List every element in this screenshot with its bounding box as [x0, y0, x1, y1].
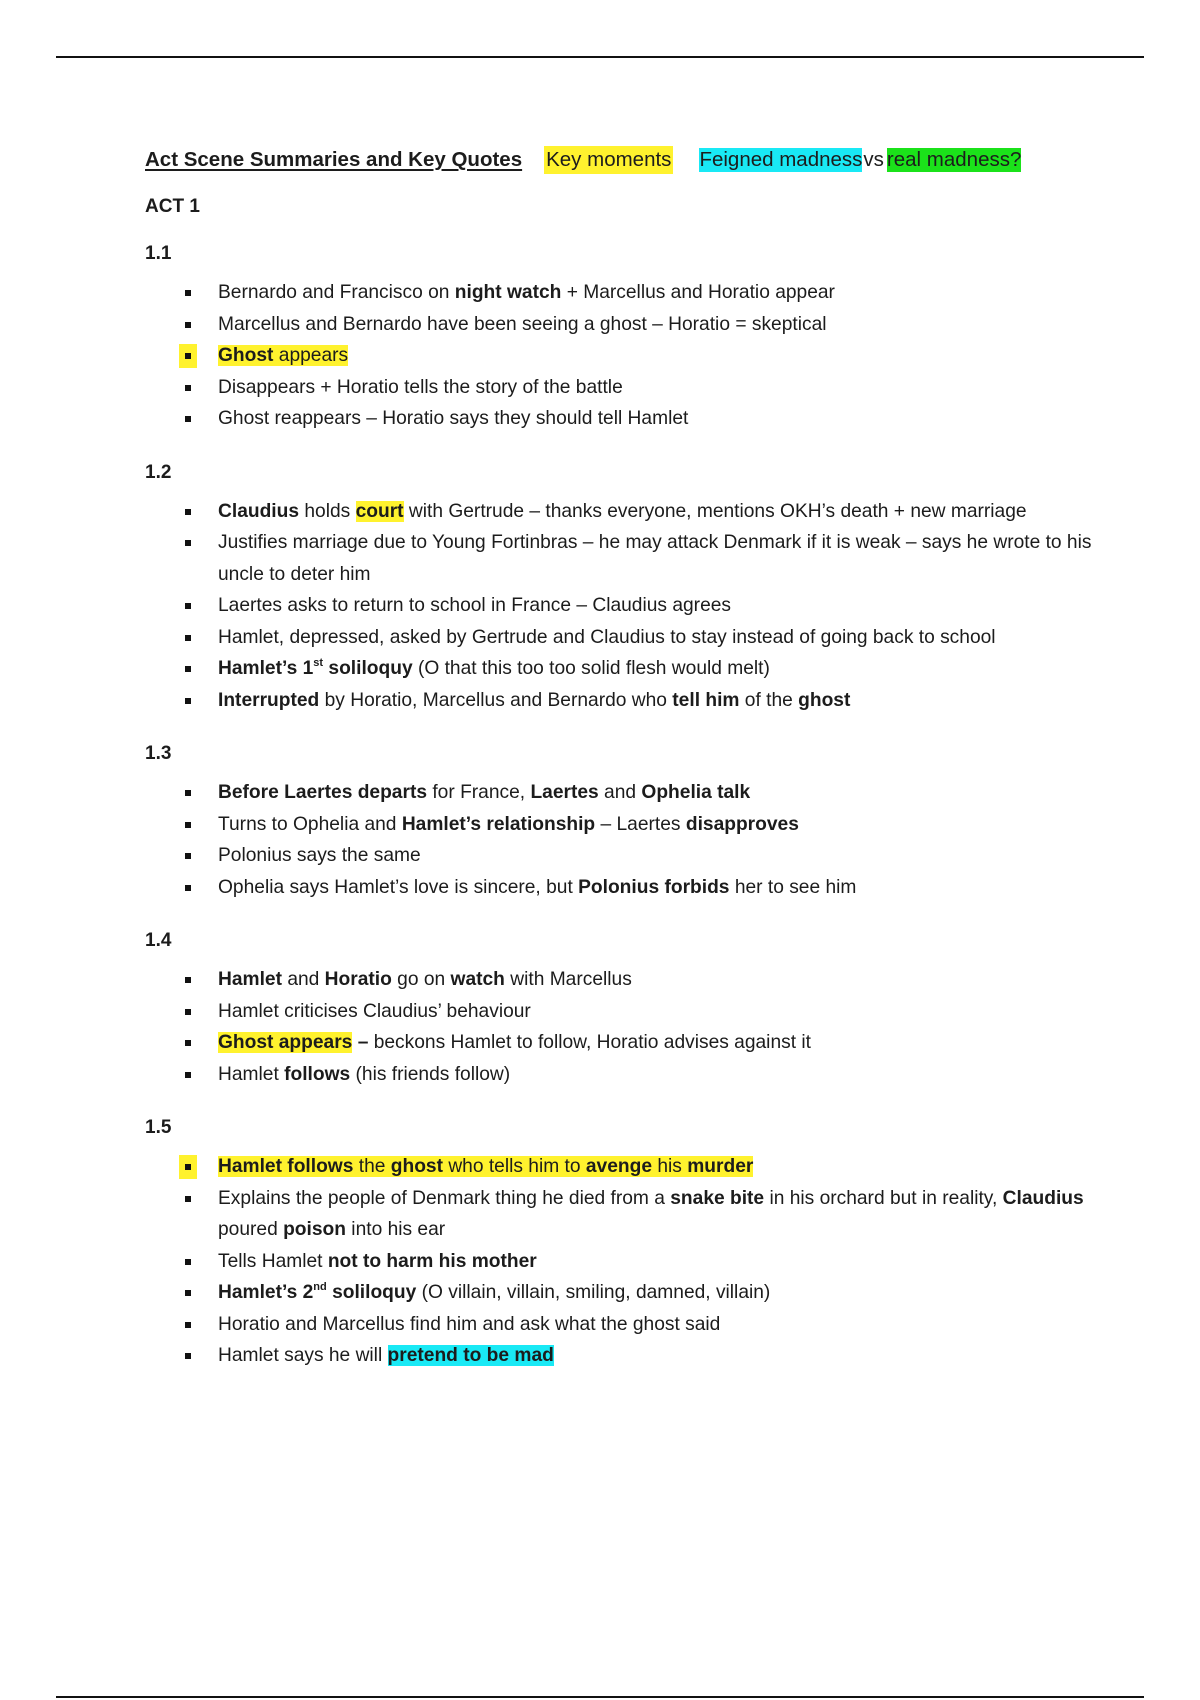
bullet-icon — [185, 666, 191, 672]
bullet-icon — [185, 1322, 191, 1328]
list-item-feigned-madness: Hamlet says he will pretend to be mad — [145, 1340, 1105, 1372]
list-item: Hamlet, depressed, asked by Gertrude and Claudius to stay instead of going back to school — [145, 622, 1105, 654]
bullet-icon — [185, 1040, 191, 1046]
scene-1-3-list — [145, 777, 1105, 903]
list-item: Hamlet’s 1st soliloquy (O that this too too solid flesh would melt) — [145, 653, 1105, 685]
scene-heading: 1.1 — [145, 243, 172, 264]
list-item: Tells Hamlet not to harm his mother — [145, 1246, 1105, 1278]
list-item: Explains the people of Denmark thing he died from a snake bite in his orchard but in reality, Claudius poured poison into his ear — [145, 1183, 1105, 1246]
list-item: Hamlet and Horatio go on watch with Marcellus — [145, 964, 1105, 996]
list-item: Ghost reappears – Horatio says they should tell Hamlet — [145, 403, 1105, 435]
list-item: Laertes asks to return to school in France – Claudius agrees — [145, 590, 1105, 622]
title-row — [145, 140, 1105, 180]
list-item-key-moment: Ghost appears – beckons Hamlet to follow, Horatio advises against it — [145, 1027, 1105, 1059]
list-item: Disappears + Horatio tells the story of the battle — [145, 372, 1105, 404]
bullet-icon — [185, 290, 191, 296]
bullet-icon — [185, 1290, 191, 1296]
document-title: Act Scene Summaries and Key Quotes — [145, 148, 523, 171]
list-item: Marcellus and Bernardo have been seeing a ghost – Horatio = skeptical — [145, 309, 1105, 341]
list-item: Hamlet’s 2nd soliloquy (O villain, villain, smiling, damned, villain) — [145, 1277, 1105, 1309]
bullet-icon — [185, 1353, 191, 1359]
list-item: Horatio and Marcellus find him and ask what the ghost said — [145, 1309, 1105, 1341]
bullet-icon — [185, 853, 191, 859]
bullet-icon — [185, 1196, 191, 1202]
bullet-icon — [185, 822, 191, 828]
bullet-icon — [185, 1072, 191, 1078]
list-item: Before Laertes departs for France, Laertes and Ophelia talk — [145, 777, 1105, 809]
bullet-icon — [185, 885, 191, 891]
bullet-icon — [185, 1009, 191, 1015]
bullet-icon — [185, 509, 191, 515]
bullet-icon — [185, 416, 191, 422]
scene-1-2-list — [145, 496, 1105, 717]
list-item: Justifies marriage due to Young Fortinbras – he may attack Denmark if it is weak – says he wrote to his uncle to deter him — [145, 527, 1105, 590]
list-item-key-moment: Hamlet follows the ghost who tells him to avenge his murder — [145, 1151, 1105, 1183]
scene-heading: 1.5 — [145, 1117, 172, 1138]
list-item: Interrupted by Horatio, Marcellus and Bernardo who tell him of the ghost — [145, 685, 1105, 717]
bullet-icon — [185, 635, 191, 641]
list-item: Bernardo and Francisco on night watch + Marcellus and Horatio appear — [145, 277, 1105, 309]
bullet-icon — [185, 322, 191, 328]
bullet-icon — [185, 977, 191, 983]
list-item-key-moment: Ghost appears — [145, 340, 1105, 372]
list-item: Claudius holds court with Gertrude – thanks everyone, mentions OKH’s death + new marriage — [145, 496, 1105, 528]
top-rule — [56, 56, 1144, 58]
bullet-icon — [185, 603, 191, 609]
legend-vs: vs — [863, 148, 884, 171]
bottom-rule — [56, 1696, 1144, 1698]
list-item: Hamlet follows (his friends follow) — [145, 1059, 1105, 1091]
bullet-icon — [185, 540, 191, 546]
bullet-icon — [185, 698, 191, 704]
list-item: Hamlet criticises Claudius’ behaviour — [145, 996, 1105, 1028]
document-body — [145, 140, 1105, 1386]
scene-heading: 1.4 — [145, 930, 172, 951]
legend-feigned-madness: Feigned madness — [699, 148, 863, 171]
scene-heading: 1.3 — [145, 743, 172, 764]
list-item: Turns to Ophelia and Hamlet’s relationship – Laertes disapproves — [145, 809, 1105, 841]
legend-real-madness: real madness? — [886, 148, 1022, 171]
bullet-icon — [185, 385, 191, 391]
legend-key-moments: Key moments — [544, 146, 673, 174]
scene-1-4-list — [145, 964, 1105, 1090]
scene-1-1-list — [145, 277, 1105, 435]
act-heading: ACT 1 — [145, 196, 200, 217]
bullet-icon — [185, 1164, 191, 1170]
scene-1-5-list — [145, 1151, 1105, 1372]
bullet-icon — [185, 790, 191, 796]
bullet-icon — [185, 1259, 191, 1265]
bullet-icon — [185, 353, 191, 359]
scene-heading: 1.2 — [145, 461, 172, 483]
list-item: Polonius says the same — [145, 840, 1105, 872]
list-item: Ophelia says Hamlet’s love is sincere, but Polonius forbids her to see him — [145, 872, 1105, 904]
